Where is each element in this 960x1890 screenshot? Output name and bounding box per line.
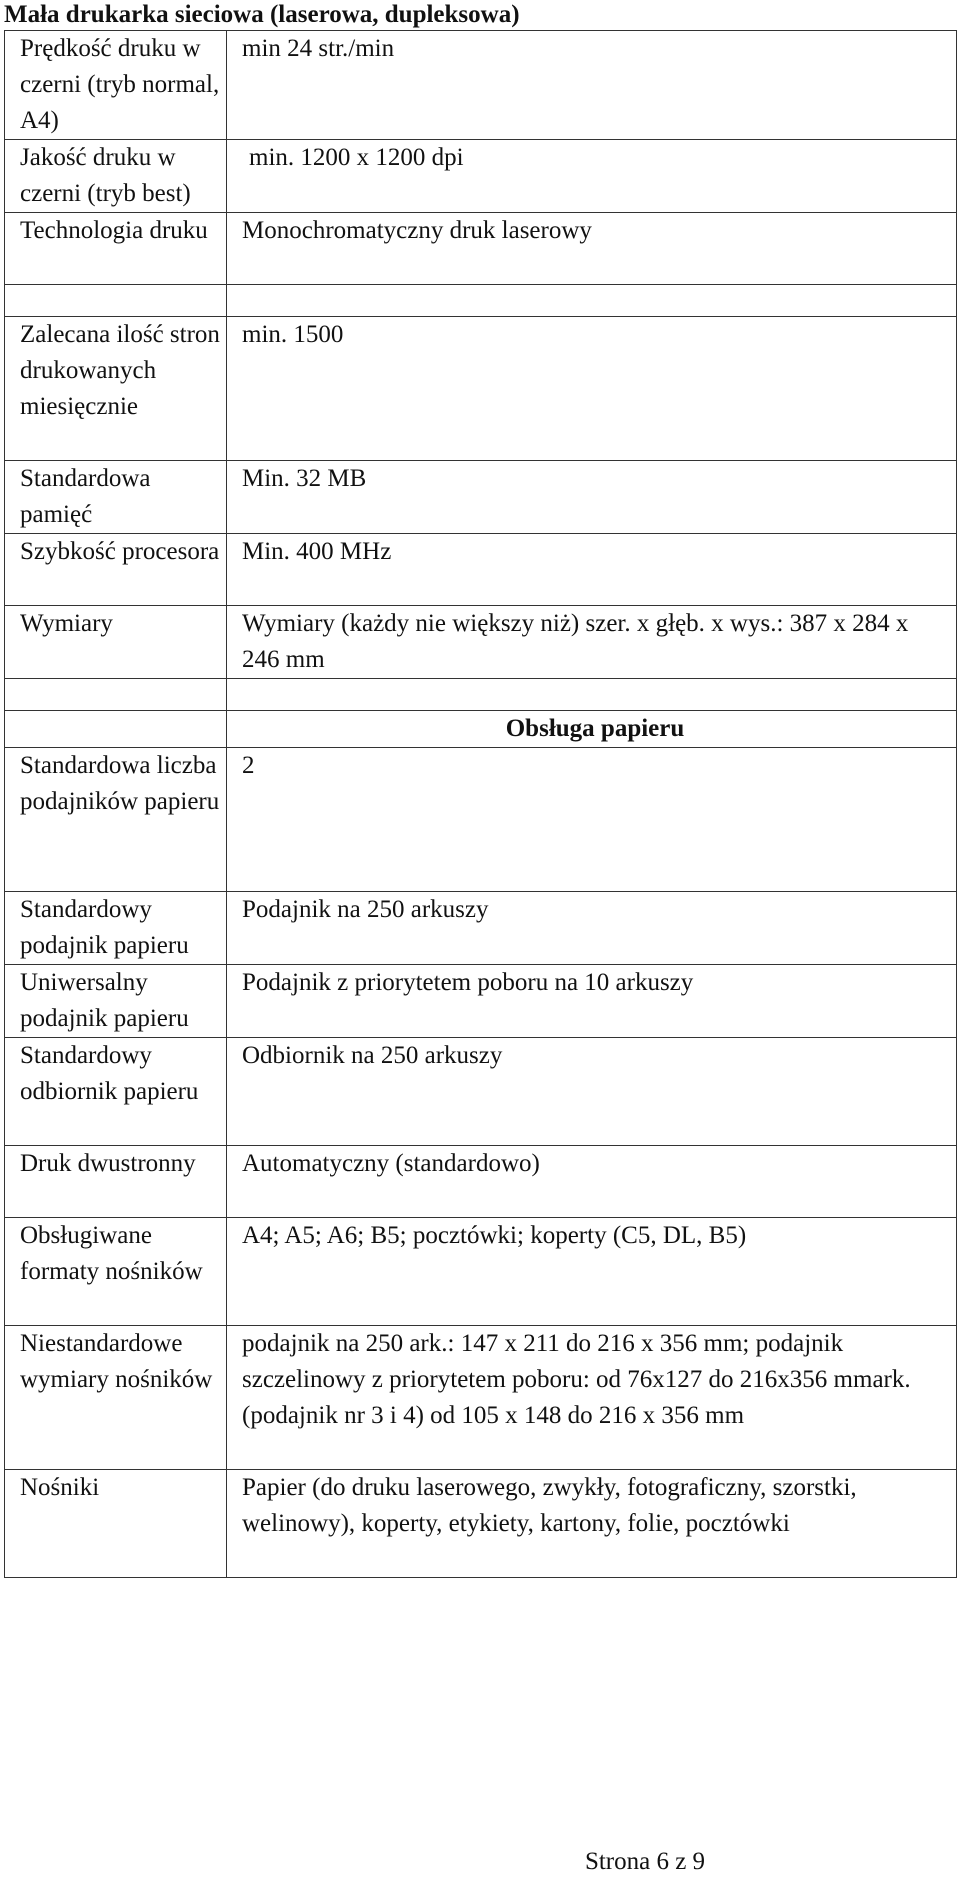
spec-label: Standardowa pamięć [5,461,227,534]
spec-value: Monochromatyczny druk laserowy [227,213,957,285]
spec-value: Min. 400 MHz [227,534,957,606]
spec-value: Papier (do druku laserowego, zwykły, fotograficzny, szorstki, welinowy), koperty, etykiety, kartony, folie, pocztówki [227,1470,957,1578]
table-row [5,140,957,213]
spec-label: Obsługiwane formaty nośników [5,1218,227,1326]
spec-label: Wymiary [5,606,227,679]
spec-value: Odbiornik na 250 arkuszy [227,1038,957,1146]
spec-value: Podajnik na 250 arkuszy [227,892,957,965]
spec-value: Wymiary (każdy nie większy niż) szer. x głęb. x wys.: 387 x 284 x 246 mm [227,606,957,679]
spec-label: Standardowy podajnik papieru [5,892,227,965]
spec-value: podajnik na 250 ark.: 147 x 211 do 216 x 356 mm; podajnik szczelinowy z priorytetem poboru: od 76x127 do 216x356 mmark. (podajnik nr 3 i 4) od 105 x 148 do 216 x 356 mm [227,1326,957,1470]
document-title: Mała drukarka sieciowa (laserowa, dupleksowa) [4,1,520,28]
table-row [5,31,957,140]
spec-value [227,679,957,711]
table-row [5,1146,957,1218]
table-row [5,965,957,1038]
section-heading: Obsługa papieru [227,711,957,748]
spec-value: A4; A5; A6; B5; pocztówki; koperty (C5, DL, B5) [227,1218,957,1326]
spec-value: min. 1200 x 1200 dpi [227,140,957,213]
table-row [5,213,957,285]
spec-label [5,679,227,711]
table-row-empty [5,285,957,317]
spec-label: Szybkość procesora [5,534,227,606]
table-row [5,317,957,461]
spec-label: Zalecana ilość stron drukowanych miesięcznie [5,317,227,461]
section-heading-row [5,711,957,748]
table-row [5,534,957,606]
spec-value: Min. 32 MB [227,461,957,534]
table-row-empty [5,679,957,711]
spec-value: min 24 str./min [227,31,957,140]
table-row [5,606,957,679]
table-row [5,1470,957,1578]
spec-value: Automatyczny (standardowo) [227,1146,957,1218]
spec-label: Niestandardowe wymiary nośników [5,1326,227,1470]
spec-label [5,711,227,748]
spec-label: Prędkość druku w czerni (tryb normal, A4) [5,31,227,140]
table-row [5,1038,957,1146]
spec-label: Uniwersalny podajnik papieru [5,965,227,1038]
table-row [5,748,957,892]
page-number [0,1847,960,1877]
spec-label: Druk dwustronny [5,1146,227,1218]
spec-value: Podajnik z priorytetem poboru na 10 arkuszy [227,965,957,1038]
spec-value: min. 1500 [227,317,957,461]
spec-label: Standardowa liczba podajników papieru [5,748,227,892]
spec-label: Nośniki [5,1470,227,1578]
table-row [5,1326,957,1470]
page-number-text: Strona 6 z 9 [584,1848,706,1875]
table-row [5,892,957,965]
spec-label: Standardowy odbiornik papieru [5,1038,227,1146]
spec-table [4,30,957,1578]
spec-label: Technologia druku [5,213,227,285]
spec-label: Jakość druku w czerni (tryb best) [5,140,227,213]
table-row [5,1218,957,1326]
spec-value [227,285,957,317]
spec-label [5,285,227,317]
table-row [5,461,957,534]
spec-value: 2 [227,748,957,892]
